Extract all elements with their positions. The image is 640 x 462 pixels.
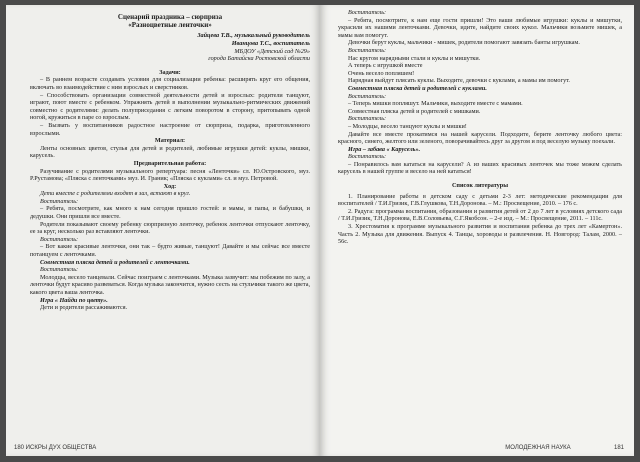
material-heading: Материал:	[154, 137, 186, 145]
activity-title: Игра – забава « Карусель».	[348, 145, 421, 153]
body-paragraph: – Теперь мишки попляшут. Мальчики, выходите вместе с мамами.	[348, 100, 523, 108]
activity-title: Совместная пляска детей и родителей с ленточками.	[40, 258, 190, 266]
footer-journal-label: МОЛОДЕЖНАЯ НАУКА	[505, 445, 571, 451]
prelim-heading: Предварительная работа:	[133, 159, 207, 167]
body-paragraph: Очень весело попляшем!	[348, 69, 415, 77]
body-paragraph: – Молодцы, весело танцуют куклы и мишки!	[348, 122, 467, 130]
prelim-text: Разучивание с родителями музыкального репертуара: песня «Ленточки» сл. Ю.Островского, муз. Р.Рустамова; «Пляска с ленточками» муз. И. Граник; «Пляска с куклами» сл. и муз. Петровой.	[30, 167, 310, 183]
body-paragraph: Совместная пляска детей и родителей с мишками.	[348, 107, 481, 115]
right-body	[338, 9, 622, 176]
speaker-label: Воспитатель:	[40, 197, 79, 205]
book-spread	[6, 5, 634, 456]
body-paragraph: – Ребята, посмотрите, как много к нам сегодня пришло гостей: и мамы, и папы, и бабушки, и дедушки. Они пришли все вместе.	[30, 205, 310, 221]
scenario-title: Сценарий праздника – сюрприза	[117, 13, 223, 21]
activity-title: Совместная пляска детей и родителей с куклами.	[348, 84, 487, 92]
left-page	[6, 5, 320, 456]
speaker-label: Воспитатель:	[40, 266, 79, 274]
left-footer: 180 ИСКРЫ ДУХ ОБЩЕСТВА	[14, 445, 97, 451]
literature-item: 1. Планирование работы в детском саду с детьми 2-3 лет: методические рекомендации для воспитателей / Т.И.Гризик, Г.В.Глушкова, Т.Н.Доронова. – М.: Просвещение, 2010. – 176 с.	[338, 192, 622, 208]
body-paragraph: Молодцы, весело танцевали. Сейчас поиграем с ленточками. Музыка зазвучит: мы побежим по залу, а ленточки будут красиво развеваться. Когда музыка закончится, нужно сесть на стульчики такого же цвета, какого цвета ваша ленточка.	[30, 273, 310, 296]
speaker-label: Воспитатель:	[348, 9, 387, 16]
author-line-2: Иванцова Т.С., воспитатель	[231, 40, 310, 47]
body-paragraph: – Ребята, посмотрите, к нам еще гости пришли! Это ваши любимые игрушки: куклы и мишутки, украсили их нашими ленточками. Девочки, идите, найдите своих кукол. Мальчики возьмите мишек, а мамы вам помогут.	[338, 16, 622, 39]
speaker-label: Воспитатель:	[40, 235, 79, 243]
course-intro: Дети вместе с родителями входят в зал, встают в круг.	[40, 190, 191, 198]
task-paragraph: – В раннем возрасте создавать условия для социализации ребенка: расширять круг его общения, включать во взаимодействие с ним взрослых и сверстников.	[30, 76, 310, 91]
speaker-label: Воспитатель:	[348, 46, 387, 54]
institution-line-1: МБДОУ «Детский сад №29»	[234, 47, 310, 55]
body-paragraph: Девочки берут куклы, мальчики - мишек, родители помогают завязать банты игрушкам.	[348, 39, 580, 47]
speaker-label: Воспитатель:	[348, 153, 387, 161]
literature-item: 2. Радуга: программа воспитания, образования и развития детей от 2 до 7 лет в условиях детского сада / Т.И.Гризик, Т.Н.Доронова, Е.В.Соловьева, С.Г.Якобсон. – 2-е изд. – М.: Просвещение, 2011. – 111с.	[338, 207, 622, 223]
speaker-label: Воспитатель:	[348, 92, 387, 100]
institution-line-2: города Батайска Ростовской области	[208, 55, 310, 63]
literature-heading: Список литературы	[451, 182, 509, 190]
material-text: Ленты основных цветов, стулья для детей и родителей, любимые игрушки детей: куклы, мишки, карусель.	[30, 144, 310, 160]
task-paragraph: – Способствовать организации совместной деятельности детей и взрослых: родители танцуют, играют, поют вместе с ребенком. Упражнять детей в выполнении музыкально-ритмических движений совместно с родителями: делать полуприседания с легким поворотом в сторону, притопывать одной ногой, кружиться в паре со взрослым.	[30, 91, 310, 122]
left-body	[30, 198, 310, 312]
page-number: 181	[613, 445, 624, 451]
right-footer	[505, 445, 624, 452]
task-paragraph: – Вызвать у воспитанников радостное настроение от сюрприза, подарка, приготовленного взрослыми.	[30, 121, 310, 137]
activity-title: Игра « Найди по цвету».	[40, 296, 108, 304]
right-page	[320, 5, 634, 456]
course-heading: Ход:	[163, 182, 177, 190]
body-paragraph: – Вот какие красивые ленточки, они так – будто живые, танцуют! Давайте и мы сейчас все вместе потанцуем с ленточками.	[30, 243, 310, 259]
body-paragraph: Нарядная выйдут плясать куклы. Выходите, девочки с куклами, а мамы им помогут.	[348, 77, 570, 85]
scenario-subtitle: «Разноцветные ленточки»	[128, 21, 212, 30]
body-paragraph: Дети и родители рассаживаются.	[40, 304, 128, 312]
author-line-1: Зайцева Т.В., музыкальный руководитель	[197, 32, 310, 40]
body-paragraph: Нас кругом нарядными стали и куклы и мишутки.	[348, 54, 481, 62]
body-paragraph: – Понравилось вам кататься на карусели? А из ваших красивых ленточек мы тоже можем сделать карусель в нашей группе и весело на ней кататься!	[338, 160, 622, 176]
body-paragraph: Родители показывают своему ребенку сюрпризную ленточку, ребенок ленточки отпускают ленточку, ее за круг, несколько раз вставляют ленточки.	[30, 220, 310, 236]
tasks-heading: Задачи:	[159, 68, 181, 76]
literature-item: 3. Хрестоматия к программе музыкального развития и воспитания ребенка до трех лет «Камертон». Часть 2. Музыка для движения. Выпуск 4. Танцы, хороводы и развлечения. Н. Новгород: Талам, 2000. – 56с.	[338, 223, 622, 246]
speaker-label: Воспитатель:	[348, 115, 387, 123]
body-paragraph: А теперь с игрушкой вместе	[348, 62, 423, 70]
body-paragraph: Давайте все вместе прокатимся на нашей карусели. Подходите, берите ленточку любого цвета: красного, синего, желтого или зеленого, поворачивайтесь друг за другом и под веселую музыку поехали.	[338, 130, 622, 146]
